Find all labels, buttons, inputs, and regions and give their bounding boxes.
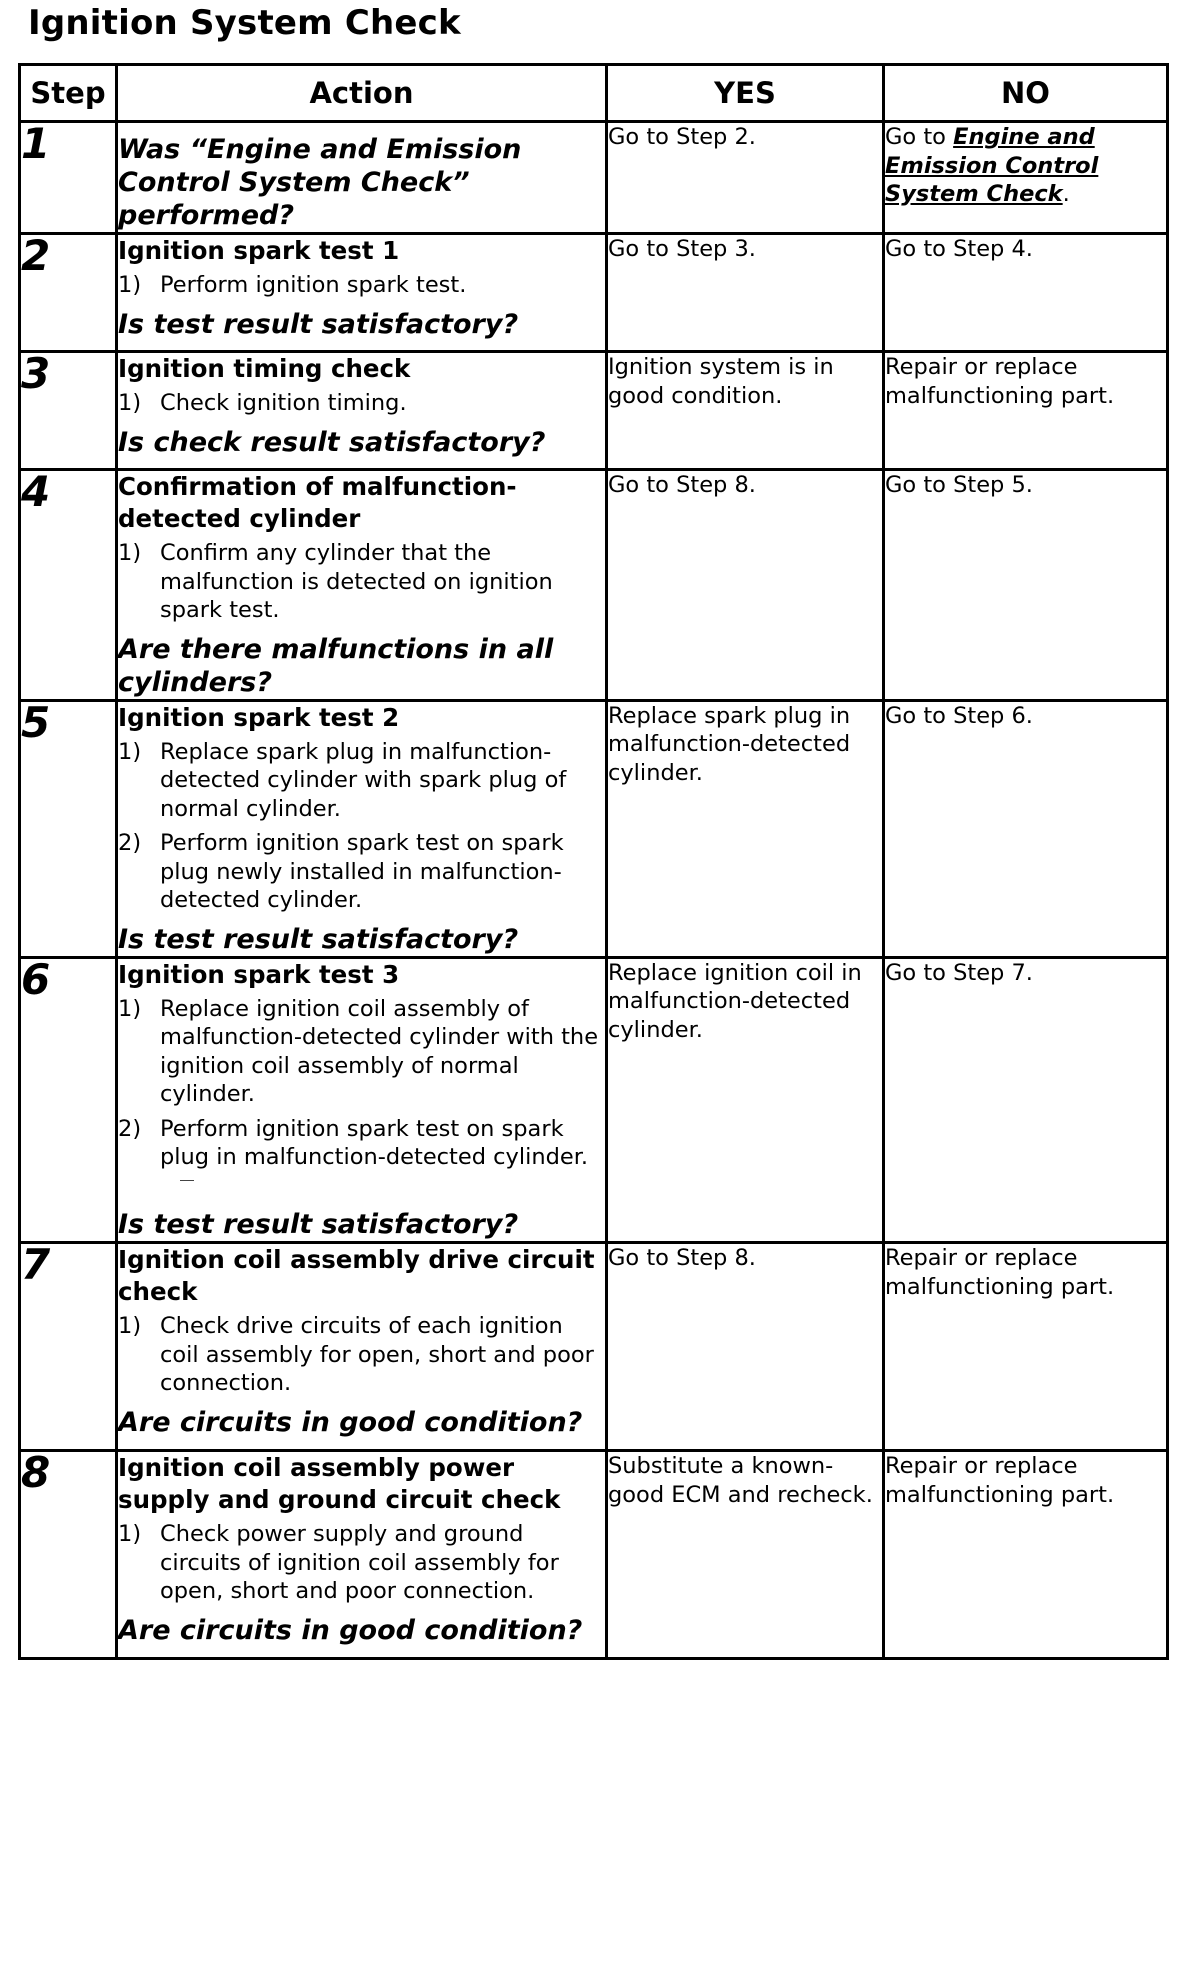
column-header-yes: YES	[607, 65, 884, 122]
action-heading: Ignition spark test 2	[118, 702, 400, 732]
substep-number: 2)	[118, 830, 142, 856]
yes-cell: Substitute a known-good ECM and recheck.	[607, 1451, 884, 1659]
substep-number: 1)	[118, 738, 142, 765]
substep-number: 1)	[118, 995, 142, 1022]
action-heading: Ignition coil assembly power supply and ground circuit check	[118, 1453, 561, 1514]
substep-item	[118, 995, 605, 1109]
step-number: 2	[20, 234, 117, 352]
step-number: 6	[20, 957, 117, 1243]
table-row	[20, 1451, 1168, 1659]
substep-text: Perform ignition spark test on spark plug newly installed in malfunction-detected cylinder.	[160, 830, 564, 913]
substep-text: Confirm any cylinder that the malfunction is detected on ignition spark test.	[160, 540, 553, 623]
action-question: Are there malfunctions in all cylinders?	[118, 633, 554, 698]
step-number: 5	[20, 700, 117, 957]
substep-list	[118, 1312, 605, 1398]
no-cell: Repair or replace malfunctioning part.	[884, 1243, 1168, 1451]
table-row	[20, 470, 1168, 701]
action-question: Is check result satisfactory?	[118, 426, 546, 458]
substep-item	[118, 1312, 605, 1398]
substep-text: Replace spark plug in malfunction-detected cylinder with spark plug of normal cylinder.	[160, 738, 567, 822]
substep-number: 1)	[118, 272, 142, 298]
table-row	[20, 234, 1168, 352]
no-suffix: .	[1062, 181, 1070, 207]
step-number: 3	[20, 352, 117, 470]
substep-number: 1)	[118, 540, 142, 566]
substep-number: 1)	[118, 390, 142, 416]
action-cell	[117, 470, 607, 701]
substep-text: Check drive circuits of each ignition coil assembly for open, short and poor connection.	[160, 1313, 594, 1396]
substep-item	[118, 829, 605, 915]
yes-cell: Go to Step 8.	[607, 1243, 884, 1451]
yes-cell: Go to Step 8.	[607, 470, 884, 701]
action-question: Are circuits in good condition?	[118, 1614, 583, 1646]
action-cell	[117, 700, 607, 957]
substep-item	[118, 271, 605, 300]
step-number: 4	[20, 470, 117, 701]
substep-text: Replace ignition coil assembly of malfunction-detected cylinder with the ignition coil assembly of normal cylinder.	[160, 995, 599, 1107]
no-cell	[884, 122, 1168, 234]
no-cell: Go to Step 7.	[884, 957, 1168, 1243]
substep-list	[118, 389, 605, 418]
substep-text: Perform ignition spark test on spark plug in malfunction-detected cylinder.	[160, 1115, 589, 1170]
substep-list	[118, 738, 605, 915]
yes-cell: Replace ignition coil in malfunction-detected cylinder.	[607, 957, 884, 1243]
yes-cell: Go to Step 3.	[607, 234, 884, 352]
substep-text: Perform ignition spark test.	[160, 272, 467, 298]
action-heading: Ignition spark test 1	[118, 236, 400, 265]
table-header-row	[20, 65, 1168, 122]
substep-number: 1)	[118, 1313, 142, 1339]
table-row	[20, 122, 1168, 234]
action-question: Is test result satisfactory?	[118, 308, 519, 340]
action-cell	[117, 957, 607, 1243]
table-row	[20, 957, 1168, 1243]
substep-number: 1)	[118, 1521, 142, 1547]
substep-number: 2)	[118, 1115, 142, 1142]
engine-emission-check-link[interactable]: Engine and Emission Control System Check	[885, 124, 1099, 207]
action-cell	[117, 1451, 607, 1659]
no-cell: Repair or replace malfunctioning part.	[884, 1451, 1168, 1659]
column-header-step: Step	[20, 65, 117, 122]
substep-list	[118, 271, 605, 300]
substep-list	[118, 1520, 605, 1606]
step-number: 8	[20, 1451, 117, 1659]
action-cell	[117, 234, 607, 352]
substep-item	[118, 1520, 605, 1606]
no-cell: Go to Step 6.	[884, 700, 1168, 957]
substep-item	[118, 539, 605, 625]
table-row	[20, 352, 1168, 470]
column-header-action: Action	[117, 65, 607, 122]
action-question: Is test result satisfactory?	[118, 1209, 519, 1240]
action-heading: Confirmation of malfunction-detected cylinder	[118, 472, 517, 533]
substep-text: Check ignition timing.	[160, 390, 407, 416]
substep-item	[118, 389, 605, 418]
no-prefix: Go to	[885, 124, 954, 150]
action-question: Was “Engine and Emission Control System Check” performed?	[118, 134, 522, 231]
yes-cell: Go to Step 2.	[607, 122, 884, 234]
page-title: Ignition System Check	[28, 3, 461, 43]
action-heading: Ignition spark test 3	[118, 959, 400, 989]
step-number: 7	[20, 1243, 117, 1451]
no-cell: Repair or replace malfunctioning part.	[884, 352, 1168, 470]
no-cell: Go to Step 4.	[884, 234, 1168, 352]
substep-list	[118, 995, 605, 1201]
step-number: 1	[20, 122, 117, 234]
substep-item	[118, 738, 605, 824]
table-row	[20, 700, 1168, 957]
action-heading: Ignition timing check	[118, 354, 411, 383]
action-heading: Ignition coil assembly drive circuit check	[118, 1245, 595, 1306]
no-cell: Go to Step 5.	[884, 470, 1168, 701]
yes-cell: Replace spark plug in malfunction-detected cylinder.	[607, 700, 884, 957]
yes-cell: Ignition system is in good condition.	[607, 352, 884, 470]
action-cell	[117, 352, 607, 470]
substep-text: Check power supply and ground circuits of ignition coil assembly for open, short and poor connection.	[160, 1521, 559, 1604]
action-cell	[117, 1243, 607, 1451]
stray-dash-mark	[180, 1180, 194, 1181]
action-question: Is test result satisfactory?	[118, 923, 519, 955]
substep-list	[118, 539, 605, 625]
table-row	[20, 1243, 1168, 1451]
action-cell	[117, 122, 607, 234]
ignition-check-table	[18, 63, 1169, 1660]
action-question: Are circuits in good condition?	[118, 1406, 583, 1438]
substep-item	[118, 1115, 605, 1201]
column-header-no: NO	[884, 65, 1168, 122]
